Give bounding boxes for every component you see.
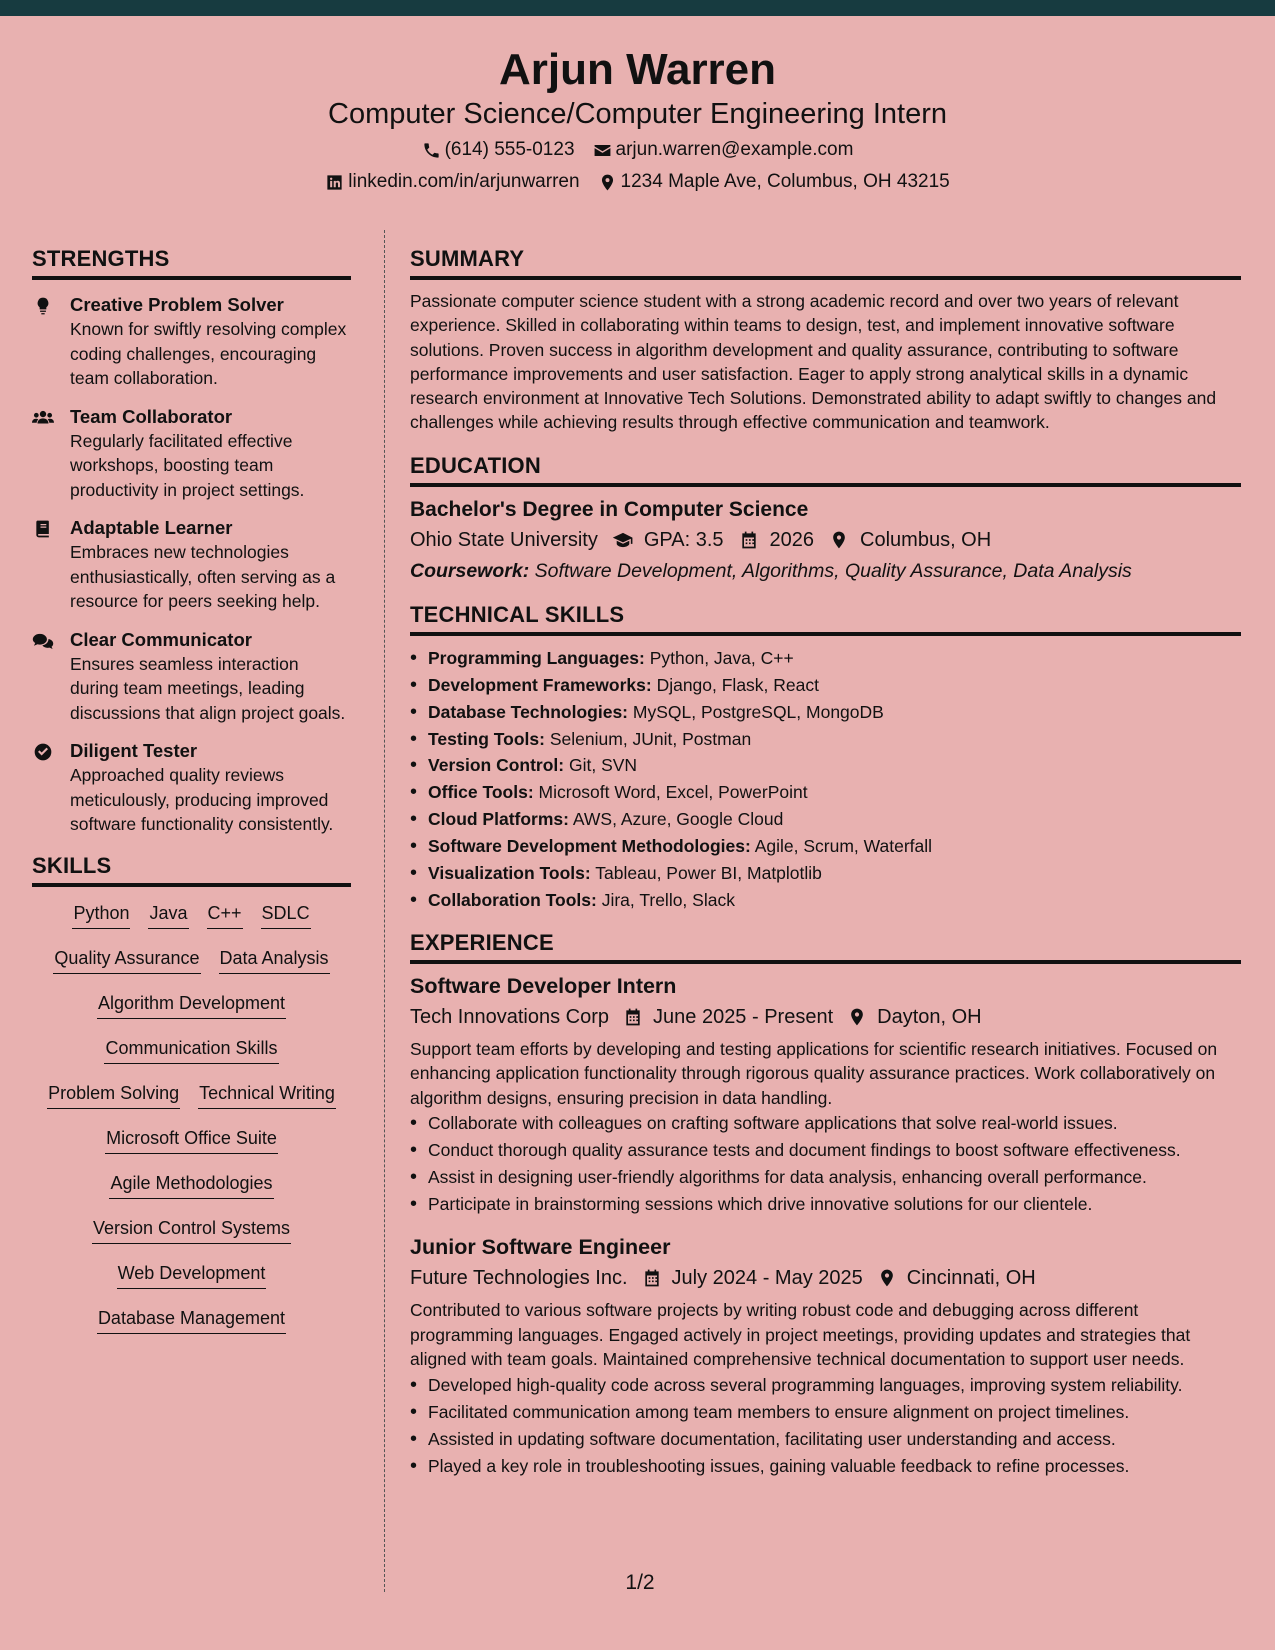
strength-title: Creative Problem Solver	[70, 294, 284, 315]
school-location: Columbus, OH	[860, 528, 992, 551]
job-bullet: • Collaborate with colleagues on crafting software applications that solve real-world issues.	[410, 1111, 1241, 1135]
coursework-text: Software Development, Algorithms, Quality Assurance, Data Analysis	[534, 559, 1132, 582]
map-pin-icon	[598, 173, 617, 192]
tech-skill-item	[410, 887, 1241, 914]
strength-title: Diligent Tester	[70, 740, 198, 761]
strength-item	[32, 515, 351, 614]
users-icon	[32, 408, 54, 428]
graduation-year: 2026	[769, 528, 815, 551]
tech-skill-value: Git, SVN	[569, 755, 638, 776]
tech-skill-value: Agile, Scrum, Waterfall	[754, 836, 933, 857]
calendar-icon	[738, 530, 760, 550]
tech-skill-label: Development Frameworks:	[428, 674, 652, 695]
contact-row-2	[0, 169, 1275, 195]
education-heading: EDUCATION	[410, 451, 1241, 487]
skill-tag: Agile Methodologies	[109, 1171, 273, 1199]
strength-item	[32, 404, 351, 503]
lightbulb-icon	[32, 296, 54, 316]
tech-skill-value: AWS, Azure, Google Cloud	[572, 809, 784, 830]
job-title: Junior Software Engineer	[410, 1235, 671, 1260]
skill-tag: Database Management	[97, 1306, 286, 1334]
gpa-text: GPA: 3.5	[643, 528, 724, 551]
calendar-icon	[642, 1268, 662, 1288]
skills-row	[32, 946, 351, 991]
linkedin-icon	[325, 173, 344, 192]
calendar-icon	[623, 1007, 643, 1027]
company-name: Future Technologies Inc.	[410, 1267, 628, 1290]
tech-skill-label: Testing Tools:	[428, 728, 545, 749]
skill-tag: Python	[72, 901, 130, 929]
skills-heading: SKILLS	[32, 851, 351, 887]
job-location: Dayton, OH	[877, 1005, 982, 1028]
skills-row	[32, 991, 351, 1036]
strength-desc: Approached quality reviews meticulously, producing improved software functionality consistently.	[70, 765, 334, 834]
experience-heading: EXPERIENCE	[410, 928, 1241, 964]
strength-desc: Regularly facilitated effective workshops, boosting team productivity in project settings.	[70, 430, 305, 500]
job-dates: June 2025 - Present	[653, 1005, 834, 1028]
right-column	[410, 244, 1241, 1481]
skill-tag: Technical Writing	[198, 1081, 336, 1109]
tech-skill-value: Django, Flask, React	[656, 674, 819, 695]
tech-skill-item	[410, 645, 1241, 672]
summary-heading: SUMMARY	[410, 244, 1241, 280]
linkedin-text: linkedin.com/in/arjunwarren	[348, 171, 580, 192]
address-text: 1234 Maple Ave, Columbus, OH 43215	[620, 171, 950, 192]
tech-skill-label: Collaboration Tools:	[428, 889, 597, 910]
tech-skill-value: Microsoft Word, Excel, PowerPoint	[538, 782, 808, 803]
skill-tag: C++	[207, 901, 243, 929]
skills-row	[32, 1036, 351, 1081]
tech-skill-item	[410, 752, 1241, 779]
tech-skill-item	[410, 699, 1241, 726]
candidate-title: Computer Science/Computer Engineering Intern	[328, 98, 947, 130]
skills-row	[32, 1216, 351, 1261]
strength-title: Adaptable Learner	[70, 517, 233, 538]
job-dates: July 2024 - May 2025	[671, 1267, 863, 1290]
strength-desc: Embraces new technologies enthusiastically, often serving as a resource for peers seeking help.	[70, 542, 336, 611]
job-location: Cincinnati, OH	[906, 1267, 1036, 1290]
skills-row	[32, 1261, 351, 1306]
tech-skill-label: Cloud Platforms:	[428, 809, 569, 830]
tech-skill-value: Jira, Trello, Slack	[601, 889, 735, 910]
map-pin-icon	[877, 1268, 897, 1288]
graduation-cap-icon	[612, 530, 634, 550]
tech-skill-value: MySQL, PostgreSQL, MongoDB	[632, 701, 884, 722]
job-bullet: • Conduct thorough quality assurance tests and document findings to boost software effectiveness.	[410, 1138, 1241, 1162]
summary-text: Passionate computer science student with a strong academic record and over two years of relevant experience. Skilled in collaborating within teams to design, test, and implement innovative software solutions. Proven success in algorithm development and quality assurance, contributing to software performance improvements and user satisfaction. Eager to apply strong analytical skills in a dynamic research environment at Innovative Tech Solutions. Demonstrated ability to adapt swiftly to changes and challenges while achieving results through effective communication and teamwork.	[410, 291, 1217, 433]
envelope-icon	[593, 141, 612, 160]
technical-skills-heading: TECHNICAL SKILLS	[410, 600, 1241, 636]
skills-row	[32, 1126, 351, 1171]
address-contact	[598, 169, 950, 195]
contact-row-1	[0, 137, 1275, 163]
tech-skill-item	[410, 860, 1241, 887]
education-meta	[410, 525, 1241, 555]
tech-skill-label: Office Tools:	[428, 782, 534, 803]
job-bullet: • Assist in designing user-friendly algorithms for data analysis, enhancing overall performance.	[410, 1165, 1241, 1189]
skills-row	[32, 1081, 351, 1126]
job-bullet: • Developed high-quality code across several programming languages, improving system reliability.	[410, 1373, 1241, 1397]
tech-skill-item	[410, 806, 1241, 833]
job-bullet: • Participate in brainstorming sessions which drive innovative solutions for our clientele.	[410, 1192, 1241, 1216]
tech-skill-item	[410, 779, 1241, 806]
job-description: Support team efforts by developing and testing applications for scientific research initiatives. Focused on enhancing application functionality through rigorous quality assurance practices. Work collaboratively on algorithm designs, ensuring precision in data handling.	[410, 1038, 1218, 1108]
phone-icon	[422, 141, 441, 160]
job-bullet: • Played a key role in troubleshooting issues, gaining valuable feedback to refine processes.	[410, 1454, 1241, 1478]
strength-item	[32, 292, 351, 391]
job-bullet: • Assisted in updating software documentation, facilitating user understanding and access.	[410, 1427, 1241, 1451]
tech-skill-value: Python, Java, C++	[649, 647, 794, 668]
email-contact	[593, 137, 854, 163]
skill-tag: SDLC	[261, 901, 311, 929]
skill-tag: Microsoft Office Suite	[105, 1126, 278, 1154]
tech-skill-value: Selenium, JUnit, Postman	[549, 728, 752, 749]
company-name: Tech Innovations Corp	[410, 1005, 610, 1028]
phone-contact	[422, 137, 575, 163]
comments-icon	[32, 631, 54, 651]
skill-tag: Java	[148, 901, 188, 929]
skills-row	[32, 901, 351, 946]
tech-skill-label: Software Development Methodologies:	[428, 836, 751, 857]
skill-tag: Quality Assurance	[53, 946, 200, 974]
strengths-list	[32, 292, 351, 837]
email-text: arjun.warren@example.com	[615, 139, 854, 160]
skills-row	[32, 1171, 351, 1216]
strength-title: Clear Communicator	[70, 628, 252, 650]
skills-tags	[32, 901, 351, 1351]
book-icon	[32, 519, 54, 539]
school-name: Ohio State University	[410, 528, 598, 551]
top-bar	[0, 0, 1275, 16]
strength-item	[32, 738, 351, 837]
coursework	[410, 556, 1241, 586]
technical-skills-list	[410, 645, 1241, 914]
skill-tag: Web Development	[117, 1261, 267, 1289]
strength-desc: Ensures seamless interaction during team meetings, leading discussions that align project goals.	[70, 653, 346, 723]
candidate-name: Arjun Warren	[498, 45, 777, 94]
map-pin-icon	[847, 1007, 867, 1027]
skill-tag: Version Control Systems	[92, 1216, 291, 1244]
skill-tag: Communication Skills	[104, 1036, 278, 1064]
linkedin-contact	[325, 169, 579, 195]
tech-skill-item	[410, 726, 1241, 753]
left-column	[32, 244, 351, 1351]
coursework-label: Coursework:	[410, 559, 530, 582]
job-bullets	[410, 1373, 1241, 1478]
tech-skill-label: Version Control:	[428, 755, 565, 776]
tech-skill-label: Visualization Tools:	[428, 863, 591, 884]
job-title: Software Developer Intern	[410, 973, 677, 998]
strength-item	[32, 627, 351, 726]
tech-skill-label: Database Technologies:	[428, 701, 629, 722]
tech-skill-value: Tableau, Power BI, Matplotlib	[595, 863, 822, 884]
strength-title: Team Collaborator	[70, 405, 233, 427]
skill-tag: Data Analysis	[219, 946, 330, 974]
degree-title: Bachelor's Degree in Computer Science	[410, 497, 809, 521]
skill-tag: Problem Solving	[47, 1081, 180, 1109]
job-meta	[410, 1263, 1241, 1293]
map-pin-icon	[828, 530, 850, 550]
column-divider	[384, 230, 385, 1592]
phone-text: (614) 555-0123	[444, 139, 575, 160]
tech-skill-item	[410, 672, 1241, 699]
job-entry	[410, 971, 1241, 1217]
strengths-heading: STRENGTHS	[32, 244, 351, 280]
job-meta	[410, 1002, 1241, 1032]
strength-desc: Known for swiftly resolving complex coding challenges, encouraging team collaboration.	[70, 319, 347, 388]
skill-tag: Algorithm Development	[97, 991, 286, 1019]
page-number: 1/2	[625, 1571, 655, 1594]
job-description: Contributed to various software projects by writing robust code and debugging across different programming languages. Engaged actively in project meetings, providing updates and strategies that aligned with team goals. Maintained comprehensive technical documentation to support user needs.	[410, 1300, 1191, 1370]
job-entry	[410, 1232, 1241, 1478]
resume-header	[0, 16, 1275, 204]
job-bullet: • Facilitated communication among team members to ensure alignment on project timelines.	[410, 1400, 1241, 1424]
tech-skill-label: Programming Languages:	[428, 647, 645, 668]
check-circle-icon	[32, 742, 54, 762]
tech-skill-item	[410, 833, 1241, 860]
job-bullets	[410, 1111, 1241, 1216]
skills-row	[32, 1306, 351, 1351]
